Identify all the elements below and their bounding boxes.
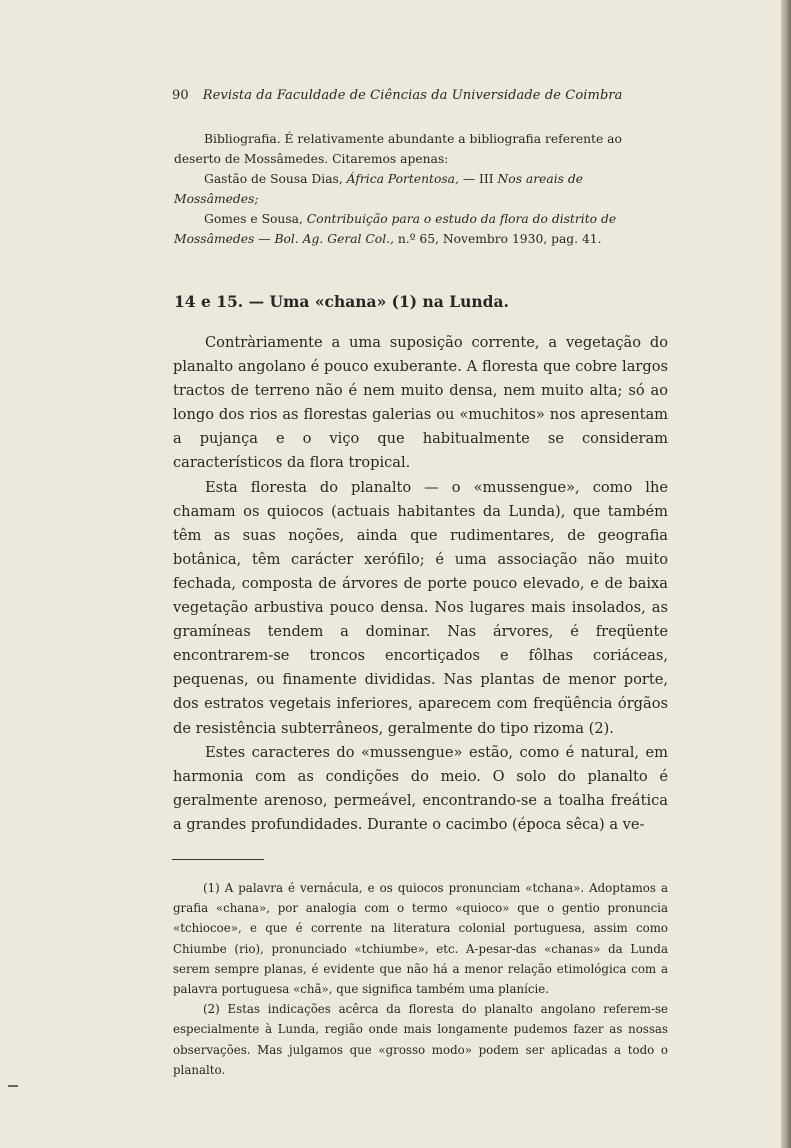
bibliography-author: Gomes e Sousa,: [204, 212, 303, 226]
page-number: 90: [172, 88, 189, 103]
journal-title: Revista da Faculdade de Ciências da Universidade de Coimbra: [202, 88, 623, 103]
bibliography-title: Contribuição para o estudo da flora do distrito de Mossâmedes: [174, 212, 617, 246]
book-spine-edge: [781, 0, 791, 1148]
bibliography-entry: [174, 209, 670, 249]
bibliography-separator: —: [254, 232, 275, 246]
footnote-divider: [172, 859, 264, 860]
bibliography-author: Gastão de Sousa Dias,: [204, 172, 343, 186]
bibliography-subtitle: Nos areais de Mossâmedes;: [174, 172, 584, 206]
footnotes: [170, 878, 670, 1080]
bibliography-details: n.º 65, Novembro 1930, pag. 41.: [393, 232, 602, 246]
page-content: [170, 88, 670, 1080]
running-head: [170, 88, 670, 103]
body-paragraph: Contràriamente a uma suposição corrente, a vegetação do planalto angolano é pouco exuberante. A floresta que cobre largos tractos de terreno não é nem muito densa, nem muito alta; só ao longo dos rios as florestas galerias ou «muchitos» nos apresentam a pujança e o viço que habitualmente se consideram característicos da flora tropical.: [173, 334, 668, 472]
margin-mark: [8, 1085, 18, 1087]
body-text: [170, 331, 670, 837]
body-paragraph: Estes caracteres do «mussengue» estão, como é natural, em harmonia com as condições do meio. O solo do planalto é geralmente arenoso, permeável, encontrando-se a toalha freática a grandes profundidades. Durante o cacimbo (época sêca) a ve-: [173, 743, 668, 833]
footnote: (2) Estas indicações acêrca da floresta do planalto angolano referem-se especialmente à Lunda, região onde mais longamente pudemos fazer as nossas observações. Mas julgamos que «grosso modo» podem ser aplicadas a todo o planalto.: [173, 1002, 668, 1077]
bibliography: [174, 129, 670, 249]
bibliography-separator: — III: [458, 172, 498, 186]
bibliography-title: África Portentosa,: [346, 172, 459, 186]
bibliography-entry: [174, 169, 670, 209]
bibliography-journal: Bol. Ag. Geral Col.,: [274, 232, 394, 246]
section-title: 14 e 15. — Uma «chana» (1) na Lunda.: [174, 292, 509, 311]
bibliography-intro: Bibliografia. É relativamente abundante a bibliografia referente ao deserto de Mossâmedes. Citaremos apenas:: [174, 132, 622, 166]
body-paragraph: Esta floresta do planalto — o «mussengue», como lhe chamam os quiocos (actuais habitantes da Lunda), que também têm as suas noções, ainda que rudimentares, de geografia botânica, têm carácter xerófilo; é uma associação não muito fechada, composta de árvores de porte pouco elevado, e de baixa vegetação arbustiva pouco densa. Nos lugares mais insolados, as gramíneas tendem a dominar. Nas árvores, é freqüente encontrarem-se troncos encortiçados e fôlhas coriáceas, pequenas, ou finamente divididas. Nas plantas de menor porte, dos estratos vegetais inferiores, aparecem com freqüência órgãos de resistência subterrâneos, geralmente do tipo rizoma (2).: [173, 478, 668, 737]
footnote: (1) A palavra é vernácula, e os quiocos pronunciam «tchana». Adoptamos a grafia «chana», por analogia com o termo «quioco» que o gentio pronuncia «tchiocoe», e que é corrente na literatura colonial portuguesa, assim como Chiumbe (rio), pronunciado «tchiumbe», etc. A-pesar-das «chanas» da Lunda serem sempre planas, é evidente que não há a menor relação etimológica com a palavra portuguesa «chã», que significa também uma planície.: [173, 880, 668, 996]
